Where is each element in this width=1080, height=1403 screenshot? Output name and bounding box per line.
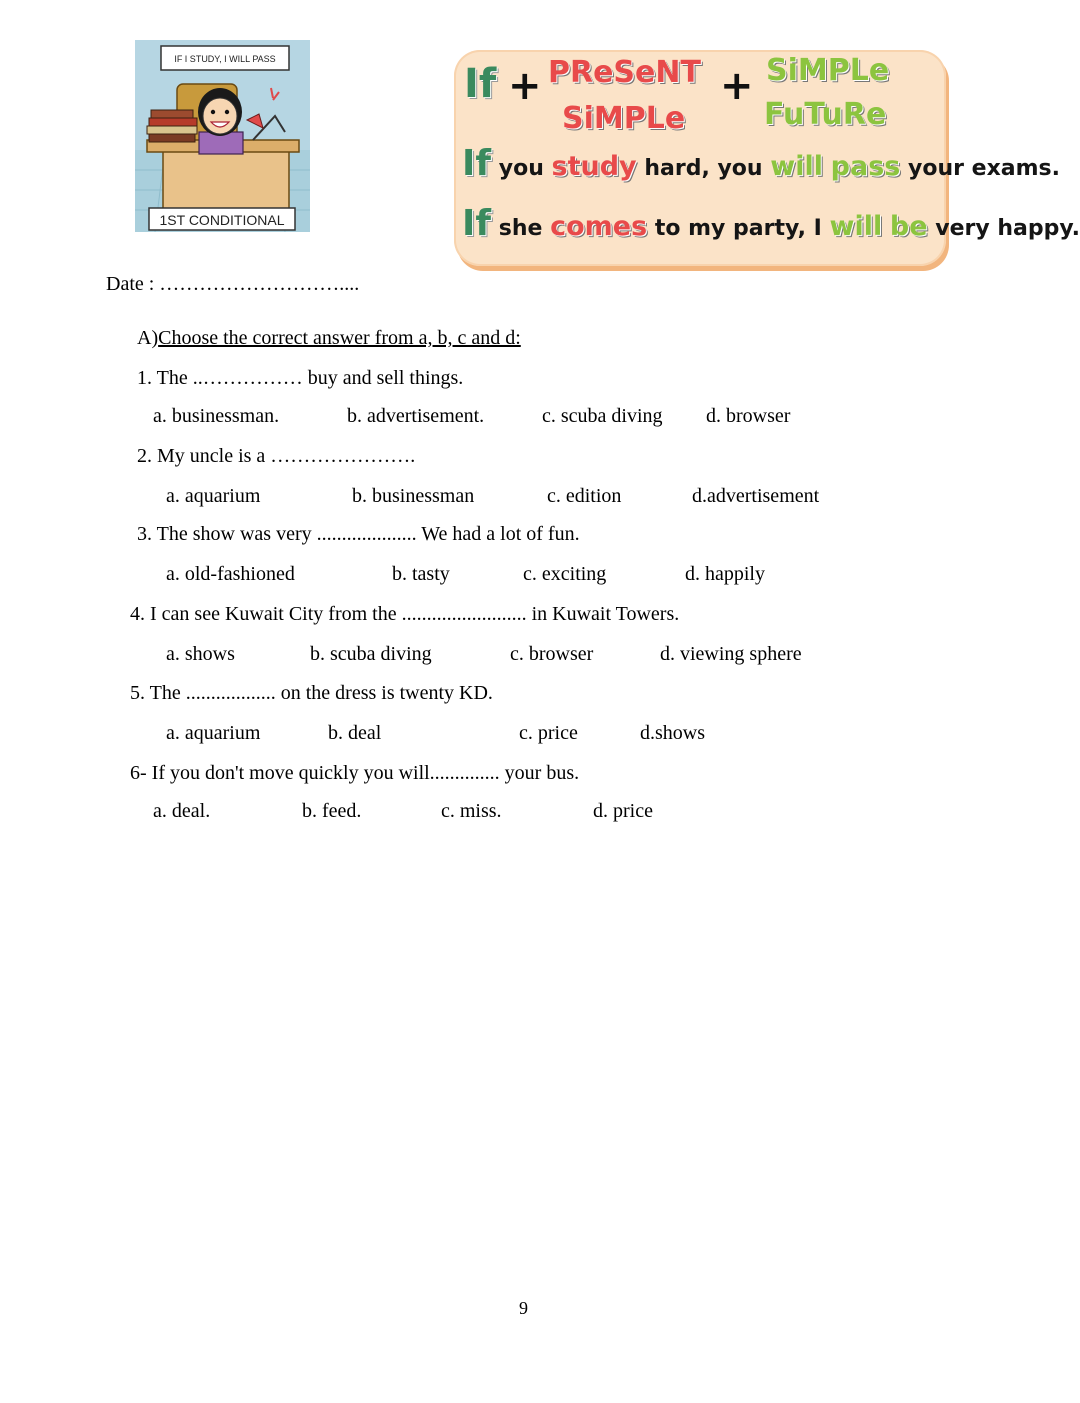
banner-simple-label: SiMPLe — [766, 53, 890, 88]
example-2-middle: to my party, I — [654, 216, 822, 241]
banner-present-simple-label: SiMPLe — [562, 101, 686, 136]
example-1-subject: you — [498, 156, 544, 181]
question-2-option-a: a. aquarium — [166, 485, 261, 507]
speech-bubble-text: IF I STUDY, I WILL PASS — [174, 54, 276, 64]
question-2-option-b: b. businessman — [352, 485, 475, 507]
question-3: 3. The show was very .................... We had a lot of fun. — [137, 523, 580, 545]
question-6-option-b: b. feed. — [302, 800, 362, 822]
question-5: 5. The .................. on the dress is twenty KD. — [130, 682, 493, 704]
question-2-option-d: d.advertisement — [692, 485, 820, 507]
section-a-prefix: A) — [137, 327, 159, 349]
example-2-if: If — [462, 203, 492, 244]
question-5-option-c: c. price — [519, 722, 578, 744]
banner-present-label: PReSeNT — [548, 55, 701, 90]
question-6-option-d: d. price — [593, 800, 653, 822]
question-1-option-b: b. advertisement. — [347, 405, 485, 427]
banner-future-label: FuTuRe — [764, 97, 887, 132]
question-6-option-a: a. deal. — [153, 800, 211, 822]
question-1-option-d: d. browser — [706, 405, 791, 427]
example-2-end: very happy. — [935, 216, 1080, 241]
conditional-rule-banner — [454, 50, 1080, 266]
example-2-will: will — [829, 211, 883, 242]
example-2-verb-present: comes — [550, 211, 648, 242]
question-1-option-c: c. scuba diving — [542, 405, 663, 427]
example-1-verb-future: pass — [830, 151, 901, 182]
question-3-option-d: d. happily — [685, 563, 765, 585]
girl-studying-illustration — [135, 40, 310, 232]
section-a-instruction — [137, 328, 521, 348]
question-2-option-c: c. edition — [547, 485, 622, 507]
banner-plus-1: + — [508, 63, 542, 109]
question-3-option-a: a. old-fashioned — [166, 563, 295, 585]
question-1: 1. The ..…………… buy and sell things. — [137, 367, 464, 389]
question-6-option-c: c. miss. — [441, 800, 502, 822]
example-2-subject: she — [498, 216, 543, 241]
first-conditional-cartoon — [135, 40, 310, 232]
question-1-option-a: a. businessman. — [153, 405, 280, 427]
banner-example-1 — [462, 143, 1060, 184]
question-5-option-b: b. deal — [328, 722, 382, 744]
question-6: 6- If you don't move quickly you will.............. your bus. — [130, 762, 580, 784]
example-1-middle: hard, you — [644, 156, 763, 181]
question-4: 4. I can see Kuwait City from the ......................... in Kuwait Towers. — [130, 603, 680, 625]
question-5-option-d: d.shows — [640, 722, 706, 744]
date-line: Date : ……………………….... — [106, 273, 360, 295]
banner-if: If — [464, 61, 497, 107]
example-1-will: will — [770, 151, 823, 182]
question-2: 2. My uncle is a …………………. — [137, 445, 416, 467]
cartoon-caption: 1ST CONDITIONAL — [159, 212, 285, 228]
example-1-verb-present: study — [551, 151, 637, 182]
question-4-option-a: a. shows — [166, 643, 235, 665]
banner-example-2 — [462, 203, 1080, 244]
question-5-option-a: a. aquarium — [166, 722, 261, 744]
question-3-option-b: b. tasty — [392, 563, 450, 585]
section-a-instruction-text: Choose the correct answer from a, b, c and d: — [158, 327, 521, 349]
example-1-if: If — [462, 143, 492, 184]
question-3-option-c: c. exciting — [523, 563, 607, 585]
banner-plus-2: + — [720, 63, 754, 109]
page-number: 9 — [519, 1298, 528, 1318]
question-4-option-c: c. browser — [510, 643, 594, 665]
question-4-option-b: b. scuba diving — [310, 643, 432, 665]
example-1-end: your exams. — [908, 156, 1060, 181]
example-2-verb-future: be — [889, 211, 928, 242]
question-4-option-d: d. viewing sphere — [660, 643, 802, 665]
